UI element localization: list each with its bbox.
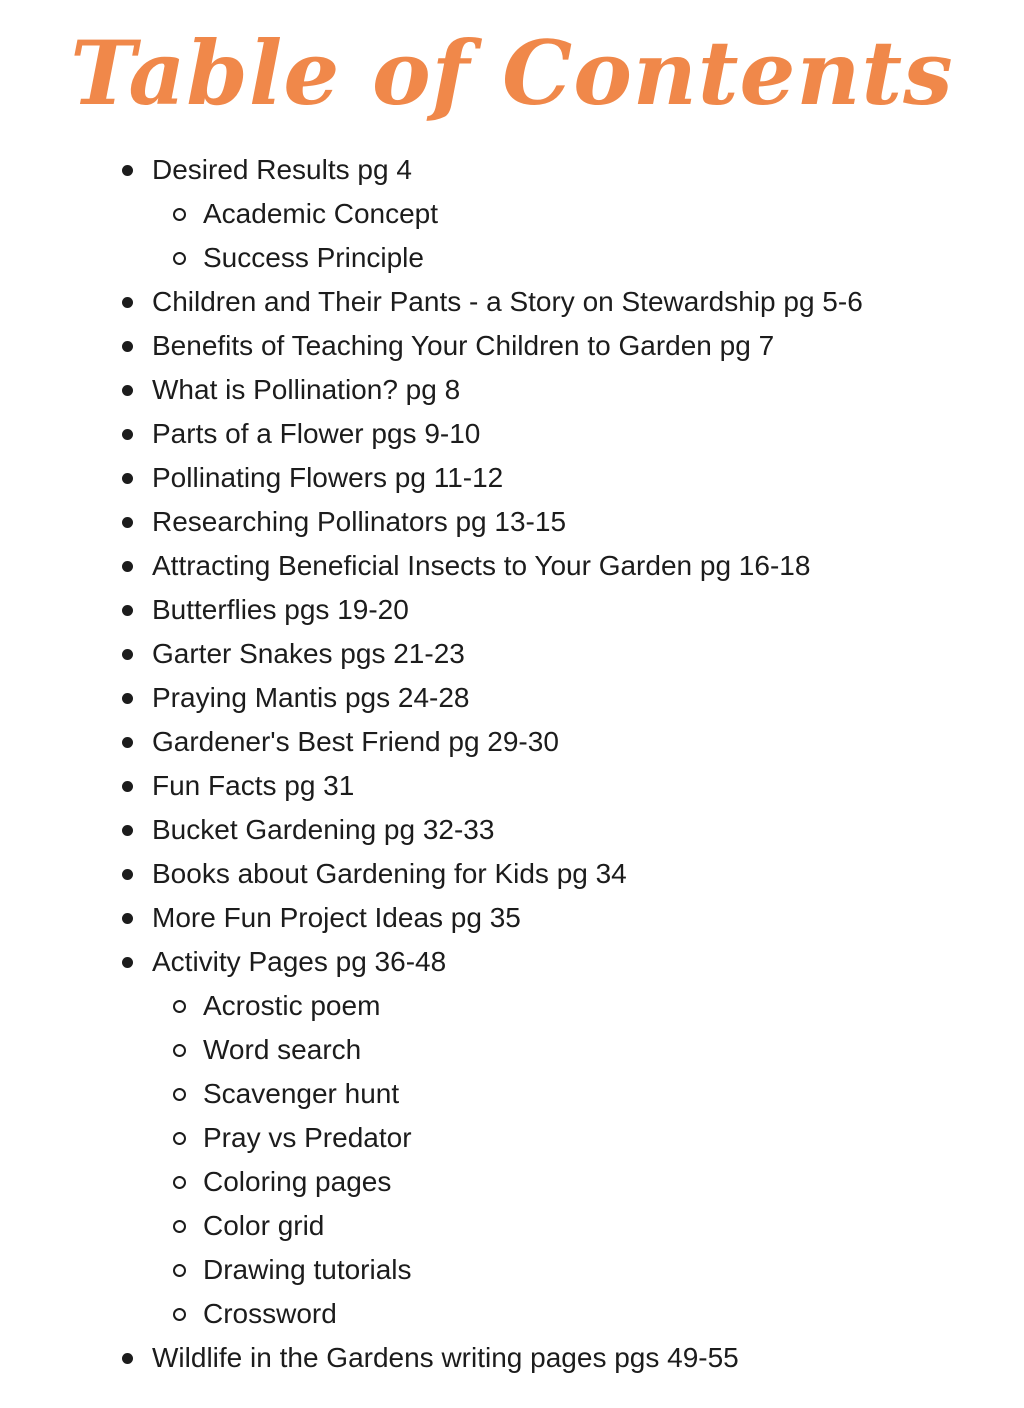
toc-item-label: Word search	[203, 1034, 362, 1065]
bullet-icon	[122, 297, 133, 308]
toc-sub-item	[0, 1116, 1024, 1160]
toc-item	[0, 632, 1024, 676]
toc-item-label: Fun Facts pg 31	[152, 770, 355, 801]
toc-item-label: What is Pollination? pg 8	[152, 374, 461, 405]
toc-item-label: Activity Pages pg 36-48	[152, 946, 447, 977]
bullet-icon	[122, 165, 133, 176]
toc-item-label: Wildlife in the Gardens writing pages pgs 49-55	[152, 1342, 739, 1373]
toc-item-label: Acrostic poem	[203, 990, 381, 1021]
toc-item	[0, 764, 1024, 808]
toc-sub-item	[0, 1292, 1024, 1336]
bullet-icon	[122, 1353, 133, 1364]
toc-sub-item	[0, 984, 1024, 1028]
bullet-icon	[122, 605, 133, 616]
hollow-bullet-icon	[173, 1176, 186, 1189]
toc-item-label: Pollinating Flowers pg 11-12	[152, 462, 504, 493]
bullet-icon	[122, 561, 133, 572]
toc-item	[0, 852, 1024, 896]
toc-item-label: Drawing tutorials	[203, 1254, 412, 1285]
toc-item	[0, 1336, 1024, 1380]
toc-item-label: Desired Results pg 4	[152, 154, 412, 185]
bullet-icon	[122, 429, 133, 440]
toc-item-label: Books about Gardening for Kids pg 34	[152, 858, 627, 889]
toc-item-label: More Fun Project Ideas pg 35	[152, 902, 521, 933]
toc-item-label: Parts of a Flower pgs 9-10	[152, 418, 481, 449]
toc-item-label: Children and Their Pants - a Story on Stewardship pg 5-6	[152, 286, 863, 317]
bullet-icon	[122, 825, 133, 836]
hollow-bullet-icon	[173, 1132, 186, 1145]
bullet-icon	[122, 957, 133, 968]
toc-sub-item	[0, 1248, 1024, 1292]
toc-item	[0, 720, 1024, 764]
hollow-bullet-icon	[173, 208, 186, 221]
toc-item-label: Researching Pollinators pg 13-15	[152, 506, 567, 537]
page-title: Table of Contents	[70, 21, 954, 125]
toc-item	[0, 896, 1024, 940]
toc-item-label: Color grid	[203, 1210, 325, 1241]
bullet-icon	[122, 517, 133, 528]
bullet-icon	[122, 693, 133, 704]
toc-item	[0, 412, 1024, 456]
toc-item	[0, 500, 1024, 544]
hollow-bullet-icon	[173, 1088, 186, 1101]
bullet-icon	[122, 737, 133, 748]
toc-item-label: Crossword	[203, 1298, 337, 1329]
bullet-icon	[122, 869, 133, 880]
toc-item-label: Pray vs Predator	[203, 1122, 412, 1153]
hollow-bullet-icon	[173, 1044, 186, 1057]
toc-item	[0, 456, 1024, 500]
bullet-icon	[122, 649, 133, 660]
bullet-icon	[122, 341, 133, 352]
toc-item-label: Academic Concept	[203, 198, 439, 229]
toc-item-label: Benefits of Teaching Your Children to Garden pg 7	[152, 330, 775, 361]
toc-sub-item	[0, 1204, 1024, 1248]
toc-sub-item	[0, 1072, 1024, 1116]
toc-item-label: Coloring pages	[203, 1166, 392, 1197]
bullet-icon	[122, 385, 133, 396]
hollow-bullet-icon	[173, 1308, 186, 1321]
toc-item	[0, 808, 1024, 852]
toc-sub-item	[0, 236, 1024, 280]
bullet-icon	[122, 473, 133, 484]
hollow-bullet-icon	[173, 1220, 186, 1233]
hollow-bullet-icon	[173, 1264, 186, 1277]
toc-item	[0, 588, 1024, 632]
table-of-contents-list	[0, 148, 1024, 1380]
toc-sub-item	[0, 192, 1024, 236]
bullet-icon	[122, 781, 133, 792]
toc-item	[0, 324, 1024, 368]
toc-item	[0, 148, 1024, 192]
toc-item	[0, 940, 1024, 984]
hollow-bullet-icon	[173, 1000, 186, 1013]
toc-item-label: Praying Mantis pgs 24-28	[152, 682, 470, 713]
toc-item-label: Attracting Beneficial Insects to Your Garden pg 16-18	[152, 550, 811, 581]
bullet-icon	[122, 913, 133, 924]
toc-item-label: Butterflies pgs 19-20	[152, 594, 409, 625]
toc-item-label: Bucket Gardening pg 32-33	[152, 814, 495, 845]
toc-item-label: Success Principle	[203, 242, 424, 273]
toc-item-label: Gardener's Best Friend pg 29-30	[152, 726, 559, 757]
toc-item	[0, 368, 1024, 412]
toc-sub-item	[0, 1160, 1024, 1204]
toc-item-label: Scavenger hunt	[203, 1078, 400, 1109]
toc-item	[0, 280, 1024, 324]
hollow-bullet-icon	[173, 252, 186, 265]
toc-item-label: Garter Snakes pgs 21-23	[152, 638, 465, 669]
toc-item	[0, 676, 1024, 720]
toc-item	[0, 544, 1024, 588]
toc-sub-item	[0, 1028, 1024, 1072]
